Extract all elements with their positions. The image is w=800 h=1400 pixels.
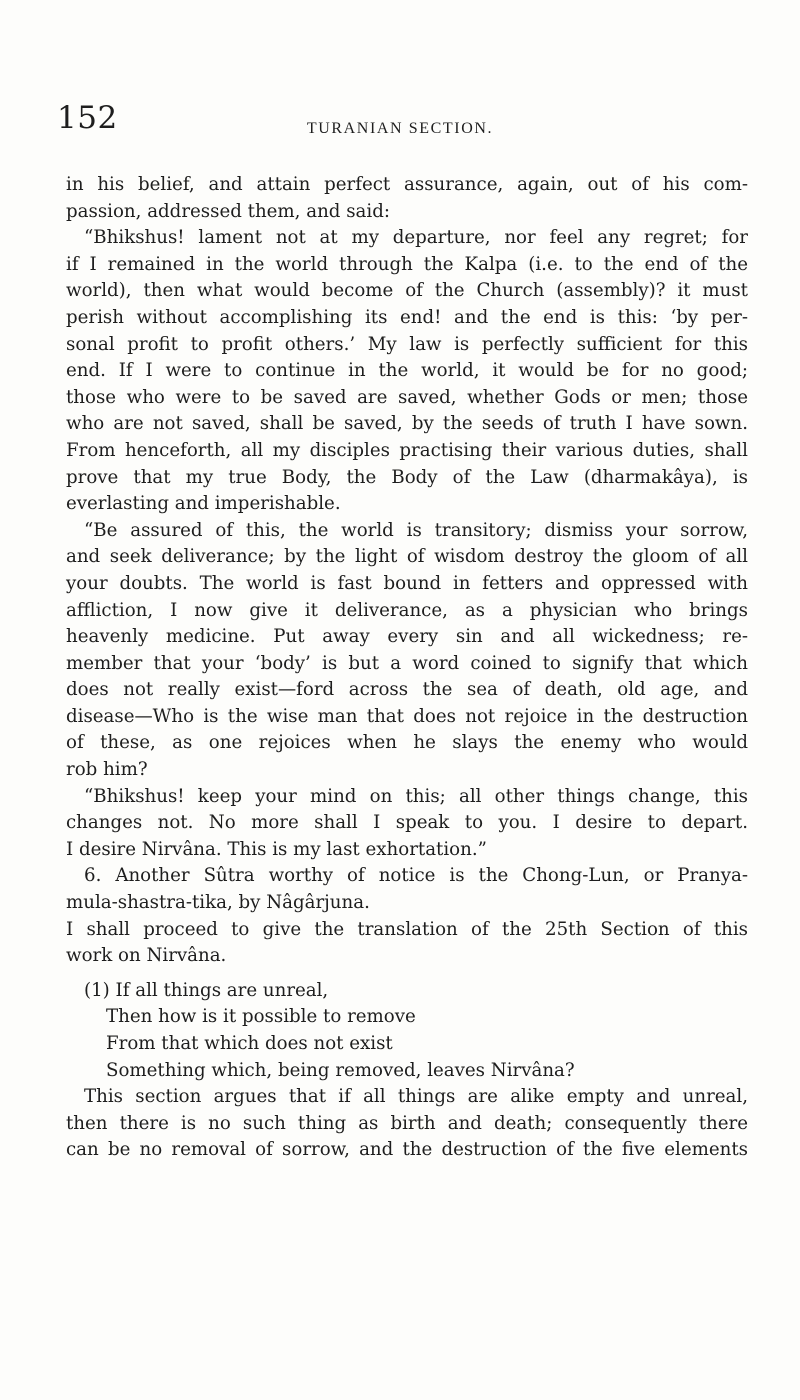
- text-line: your doubts. The world is fast bound in fetters and oppressed with: [66, 572, 748, 594]
- text-line: I shall proceed to give the translation of the 25th Section of this: [66, 918, 748, 940]
- text-line: does not really exist—ford across the sea of death, old age, and: [66, 679, 748, 701]
- text-line: heavenly medicine. Put away every sin and all wickedness; re-: [66, 626, 748, 648]
- text-line: of these, as one rejoices when he slays the enemy who would: [66, 732, 748, 754]
- text-line: “Be assured of this, the world is transitory; dismiss your sorrow,: [84, 519, 748, 541]
- text-line: prove that my true Body, the Body of the Law (dharmakâya), is: [66, 466, 748, 488]
- text-line: who are not saved, shall be saved, by the seeds of truth I have sown.: [66, 413, 748, 435]
- text-line: work on Nirvâna.: [66, 945, 227, 967]
- page-number: 152: [57, 100, 118, 136]
- text-line: world), then what would become of the Church (assembly)? it must: [66, 280, 748, 302]
- body-text: [66, 172, 748, 1164]
- text-line: “Bhikshus! lament not at my departure, nor feel any regret; for: [84, 227, 748, 249]
- text-line: “Bhikshus! keep your mind on this; all other things change, this: [84, 785, 748, 807]
- text-line: Then how is it possible to remove: [106, 1006, 416, 1028]
- text-line: sonal profit to profit others.’ My law is perfectly sufficient for this: [66, 333, 748, 355]
- text-line: can be no removal of sorrow, and the destruction of the five elements: [66, 1139, 748, 1161]
- text-line: From henceforth, all my disciples practising their various duties, shall: [66, 439, 748, 461]
- text-line: if I remained in the world through the Kalpa (i.e. to the end of the: [66, 253, 748, 275]
- text-line: rob him?: [66, 759, 148, 781]
- text-line: changes not. No more shall I speak to you. I desire to depart.: [66, 812, 748, 834]
- text-line: everlasting and imperishable.: [66, 493, 341, 515]
- text-line: passion, addressed them, and said:: [66, 200, 390, 222]
- running-head: TURANIAN SECTION.: [306, 120, 494, 137]
- text-line: disease—Who is the wise man that does not rejoice in the destruction: [66, 705, 748, 727]
- text-line: mula-shastra-tika, by Nâgârjuna.: [66, 892, 370, 914]
- text-line: Something which, being removed, leaves Nirvâna?: [106, 1059, 575, 1081]
- text-line: those who were to be saved are saved, whether Gods or men; those: [66, 386, 748, 408]
- text-line: then there is no such thing as birth and death; consequently there: [66, 1112, 748, 1134]
- text-line: in his belief, and attain perfect assurance, again, out of his com-: [66, 174, 748, 195]
- text-line: member that your ‘body’ is but a word coined to signify that which: [66, 652, 748, 674]
- text-line: perish without accomplishing its end! and the end is this: ‘by per-: [66, 306, 748, 328]
- text-line: end. If I were to continue in the world, it would be for no good;: [66, 360, 748, 382]
- text-line: From that which does not exist: [106, 1033, 393, 1054]
- text-line: I desire Nirvâna. This is my last exhortation.”: [66, 838, 487, 860]
- text-line: (1) If all things are unreal,: [84, 979, 329, 1001]
- text-line: 6. Another Sûtra worthy of notice is the Chong-Lun, or Pranya-: [84, 865, 748, 887]
- text-line: This section argues that if all things are alike empty and unreal,: [84, 1086, 748, 1108]
- text-line: affliction, I now give it deliverance, as a physician who brings: [66, 599, 748, 621]
- paragraph-gap: [66, 970, 748, 978]
- text-line: and seek deliverance; by the light of wisdom destroy the gloom of all: [66, 546, 748, 568]
